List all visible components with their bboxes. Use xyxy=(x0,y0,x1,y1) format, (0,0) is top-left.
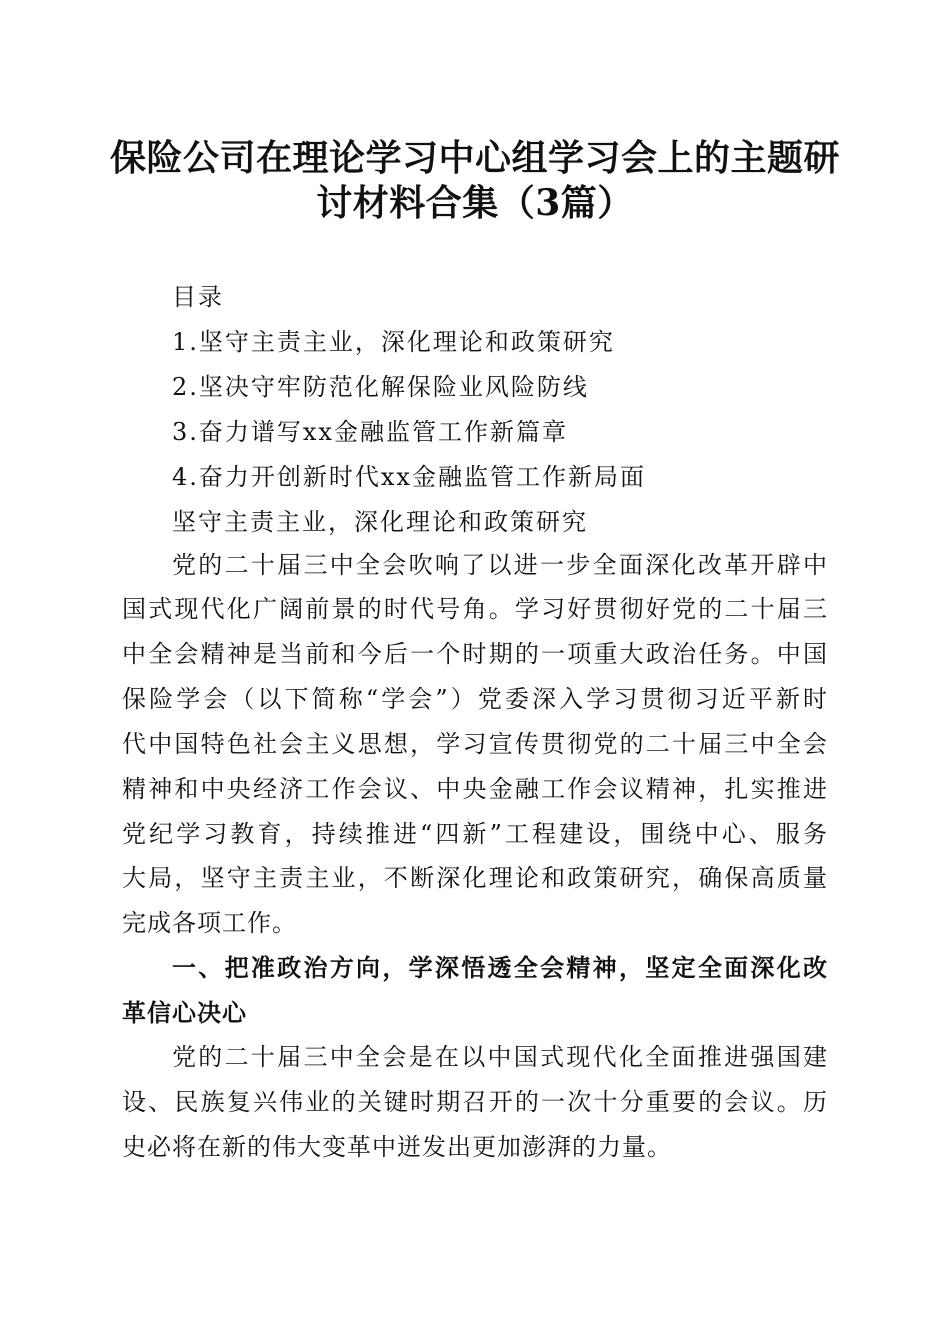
paragraph-1-line-5: 代中国特色社会主义思想，学习宣传贯彻党的二十届三中全会 xyxy=(122,730,828,758)
paragraph-2-line-1: 党的二十届三中全会是在以中国式现代化全面推进强国建 xyxy=(172,1043,828,1071)
toc-item-4: 4.奋力开创新时代xx金融监管工作新局面 xyxy=(172,463,646,491)
paragraph-1-line-8: 大局，坚守主责主业，不断深化理论和政策研究，确保高质量 xyxy=(122,864,828,892)
toc-item-3: 3.奋力谱写xx金融监管工作新篇章 xyxy=(172,418,568,446)
paragraph-1-line-9: 完成各项工作。 xyxy=(122,909,297,937)
paragraph-1-line-6: 精神和中央经济工作会议、中央金融工作会议精神，扎实推进 xyxy=(122,775,828,803)
section-title: 坚守主责主业，深化理论和政策研究 xyxy=(172,508,588,536)
document-title-line-2: 讨材料合集（3篇） xyxy=(316,182,634,224)
paragraph-1-line-3: 中全会精神是当前和今后一个时期的一项重大政治任务。中国 xyxy=(122,640,828,668)
toc-item-2: 2.坚决守牢防范化解保险业风险防线 xyxy=(172,373,589,401)
toc-item-1: 1.坚守主责主业，深化理论和政策研究 xyxy=(172,328,615,356)
paragraph-2-line-2: 设、民族复兴伟业的关键时期召开的一次十分重要的会议。历 xyxy=(122,1088,828,1116)
toc-heading: 目录 xyxy=(172,283,224,311)
heading-1-line-2: 革信心决心 xyxy=(122,999,247,1027)
document-title-line-1: 保险公司在理论学习中心组学习会上的主题研 xyxy=(110,137,841,179)
heading-1-line-1: 一、把准政治方向，学深悟透全会精神，坚定全面深化改 xyxy=(172,954,828,982)
paragraph-1-line-2: 国式现代化广阔前景的时代号角。学习好贯彻好党的二十届三 xyxy=(122,595,828,623)
paragraph-2-line-3: 史必将在新的伟大变革中迸发出更加澎湃的力量。 xyxy=(122,1133,672,1161)
paragraph-1-line-1: 党的二十届三中全会吹响了以进一步全面深化改革开辟中 xyxy=(172,551,828,579)
paragraph-1-line-4: 保险学会（以下简称“学会”）党委深入学习贯彻习近平新时 xyxy=(122,685,828,713)
paragraph-1-line-7: 党纪学习教育，持续推进“四新”工程建设，围绕中心、服务 xyxy=(122,820,828,848)
